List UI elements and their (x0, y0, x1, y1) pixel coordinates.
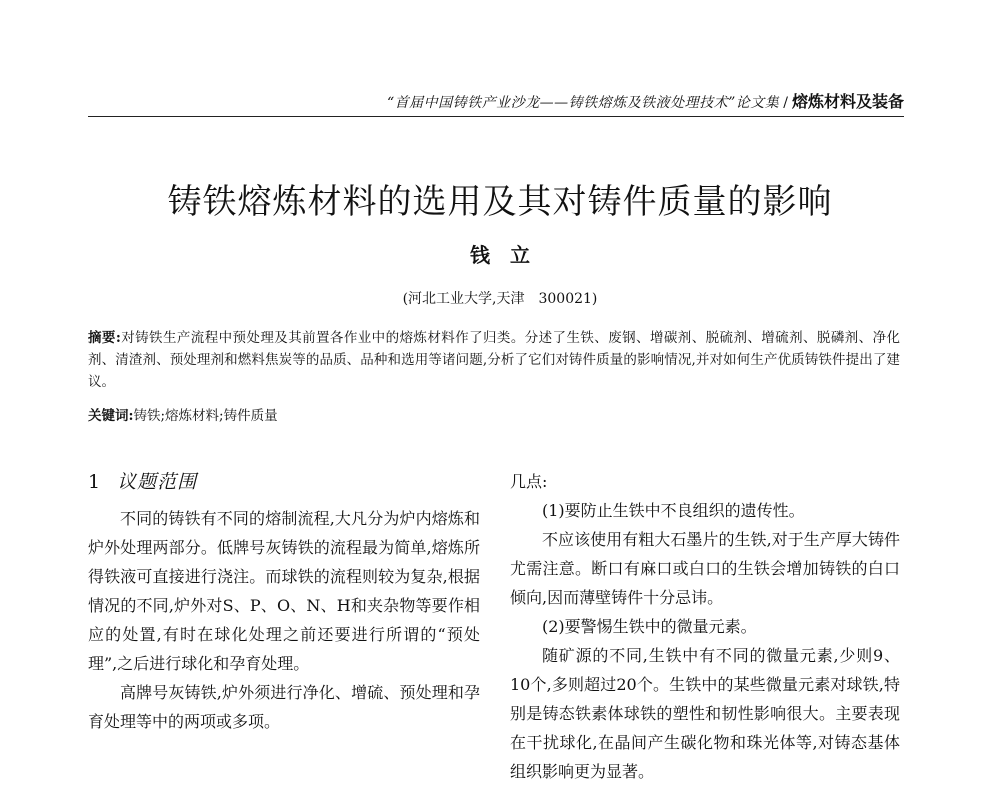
running-header (88, 92, 904, 117)
section-name: 熔炼材料及装备 (791, 92, 904, 111)
paragraph: 高牌号灰铸铁,炉外须进行净化、增硫、预处理和孕育处理等中的两项或多项。 (88, 683, 480, 731)
keywords-label: 关键词: (88, 408, 134, 424)
author-name: 钱立 (470, 243, 550, 267)
left-column (88, 466, 480, 736)
section-heading (88, 466, 480, 498)
keywords (88, 405, 900, 427)
section-title: 议题范围 (117, 471, 198, 493)
section-number: 1 (88, 471, 102, 493)
list-heading: (1)要防止生铁中不良组织的遗传性。 (542, 501, 805, 520)
abstract (88, 327, 900, 393)
abstract-label: 摘要: (88, 330, 121, 346)
abstract-text: 对铸铁生产流程中预处理及其前置各作业中的熔炼材料作了归类。分述了生铁、废钢、增碳剂、脱硫剂、增硫剂、脱磷剂、净化剂、清渣剂、预处理剂和燃料焦炭等的品质、品种和选用等诸问题,分析了它们对铸件质量的影响情况,并对如何生产优质铸铁件提出了建议。 (88, 330, 900, 390)
header-separator: / (783, 95, 788, 111)
paragraph: 几点: (510, 472, 548, 491)
paragraph: 不应该使用有粗大石墨片的生铁,对于生产厚大铸件尤需注意。断口有麻口或白口的生铁会增加铸铁的白口倾向,因而薄壁铸件十分忌讳。 (510, 530, 900, 607)
paragraph: 不同的铸铁有不同的熔制流程,大凡分为炉内熔炼和炉外处理两部分。低牌号灰铸铁的流程最为简单,熔炼所得铁液可直接进行浇注。而球铁的流程则较为复杂,根据情况的不同,炉外对S、P、O、N、H和夹杂物等要作相应的处置,有时在球化处理之前还要进行所谓的“预处理”,之后进行球化和孕育处理。 (88, 509, 480, 673)
paragraph: 随矿源的不同,生铁中有不同的微量元素,少则9、10个,多则超过20个。生铁中的某些微量元素对球铁,特别是铸态铁素体球铁的塑性和韧性影响很大。主要表现在干扰球化,在晶间产生碳化物和珠光体等,对铸态基体组织影响更为显著。 (510, 646, 900, 781)
list-heading: (2)要警惕生铁中的微量元素。 (542, 617, 757, 636)
keywords-text: 铸铁;熔炼材料;铸件质量 (133, 408, 278, 424)
paper-title: 铸铁熔炼材料的选用及其对铸件质量的影响 (167, 182, 833, 222)
proceedings-title: “首届中国铸铁产业沙龙——铸铁熔炼及铁液处理技术”论文集 (386, 95, 780, 111)
affiliation: (河北工业大学,天津 300021) (402, 291, 598, 307)
right-column (510, 467, 900, 786)
